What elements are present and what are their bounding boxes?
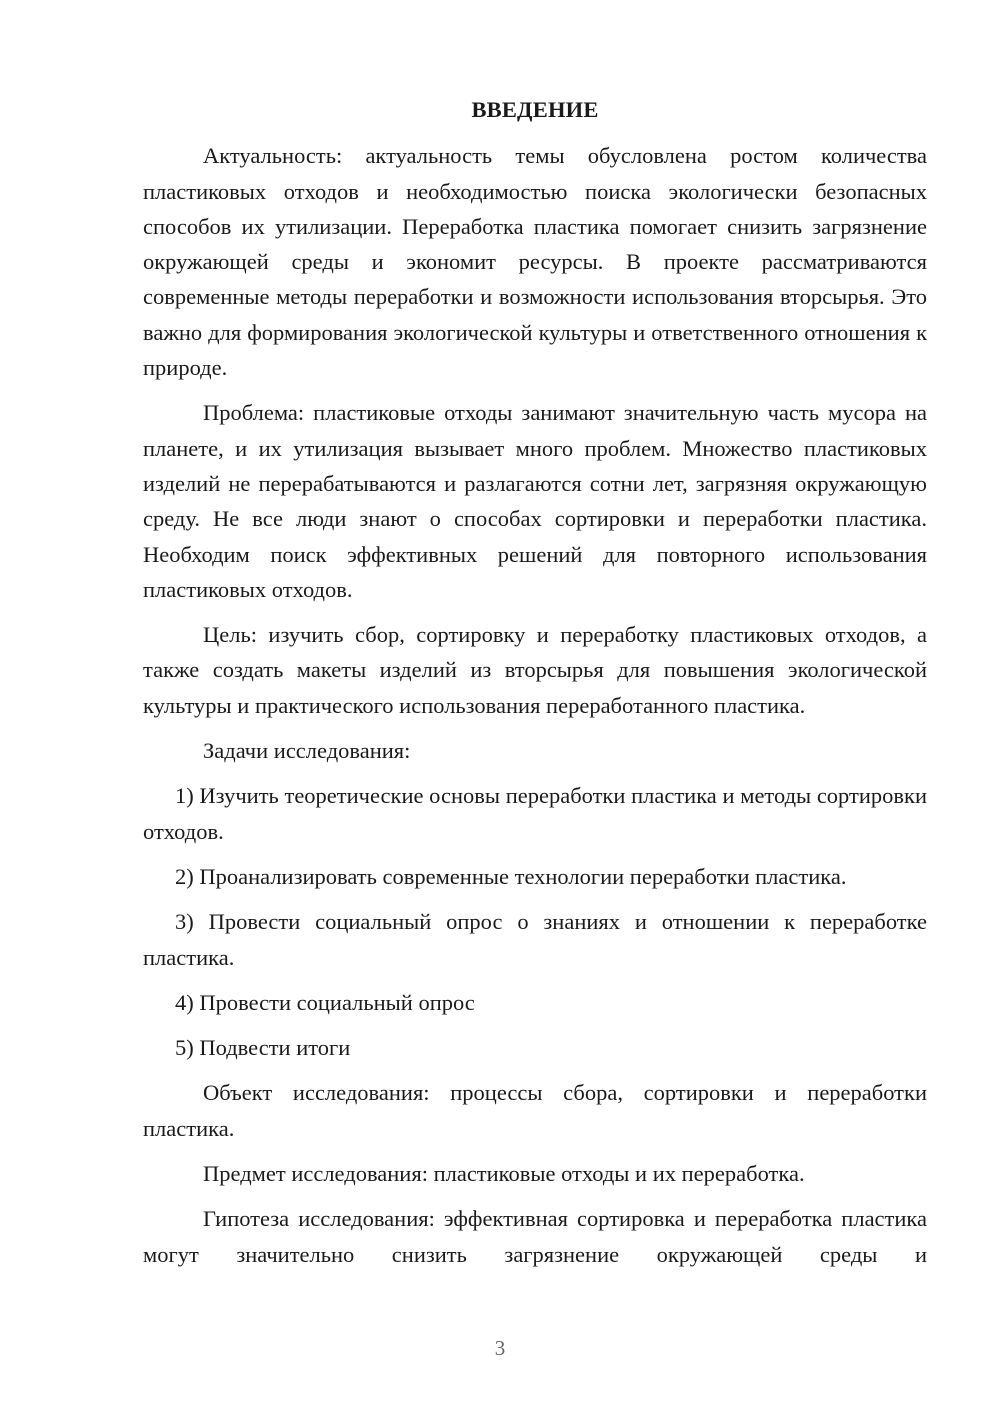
paragraph-hypothesis: Гипотеза исследования: эффективная сортировка и переработка пластика могут значительно снизить загрязнение окружающей среды и (143, 1206, 927, 1267)
tasks-heading: Задачи исследования: (203, 738, 411, 764)
task-item: 3) Провести социальный опрос о знаниях и отношении к переработке пластика. (143, 909, 927, 970)
paragraph-problem: Проблема: пластиковые отходы занимают значительную часть мусора на планете, и их утилизация вызывает много проблем. Множество пластиковых изделий не перерабатываются и разлагаются сотни лет, загрязняя окружающую среду. Не все люди знают о способах сортировки и переработки пластика. Необходим поиск эффективных решений для повторного использования пластиковых отходов. (143, 400, 927, 602)
task-item: 4) Провести социальный опрос (175, 989, 475, 1015)
task-item: 5) Подвести итоги (175, 1035, 351, 1061)
paragraph-object: Объект исследования: процессы сбора, сортировки и переработки пластика. (143, 1080, 927, 1141)
section-title: ВВЕДЕНИЕ (471, 97, 599, 122)
paragraph-subject: Предмет исследования: пластиковые отходы и их переработка. (203, 1161, 805, 1187)
paragraph-relevance: Актуальность: актуальность темы обусловлена ростом количества пластиковых отходов и необходимостью поиска экологически безопасных способов их утилизации. Переработка пластика помогает снизить загрязнение окружающей среды и экономит ресурсы. В проекте рассматриваются современные методы переработки и возможности использования вторсырья. Это важно для формирования экологической культуры и ответственного отношения к природе. (143, 143, 927, 381)
task-item: 2) Проанализировать современные технологии переработки пластика. (175, 863, 847, 889)
page-number: 3 (494, 1336, 506, 1360)
paragraph-goal: Цель: изучить сбор, сортировку и переработку пластиковых отходов, а также создать макеты изделий из вторсырья для повышения экологической культуры и практического использования переработанного пластика. (143, 622, 927, 718)
page-content (143, 92, 927, 1282)
task-item: 1) Изучить теоретические основы переработки пластика и методы сортировки отходов. (143, 783, 927, 844)
